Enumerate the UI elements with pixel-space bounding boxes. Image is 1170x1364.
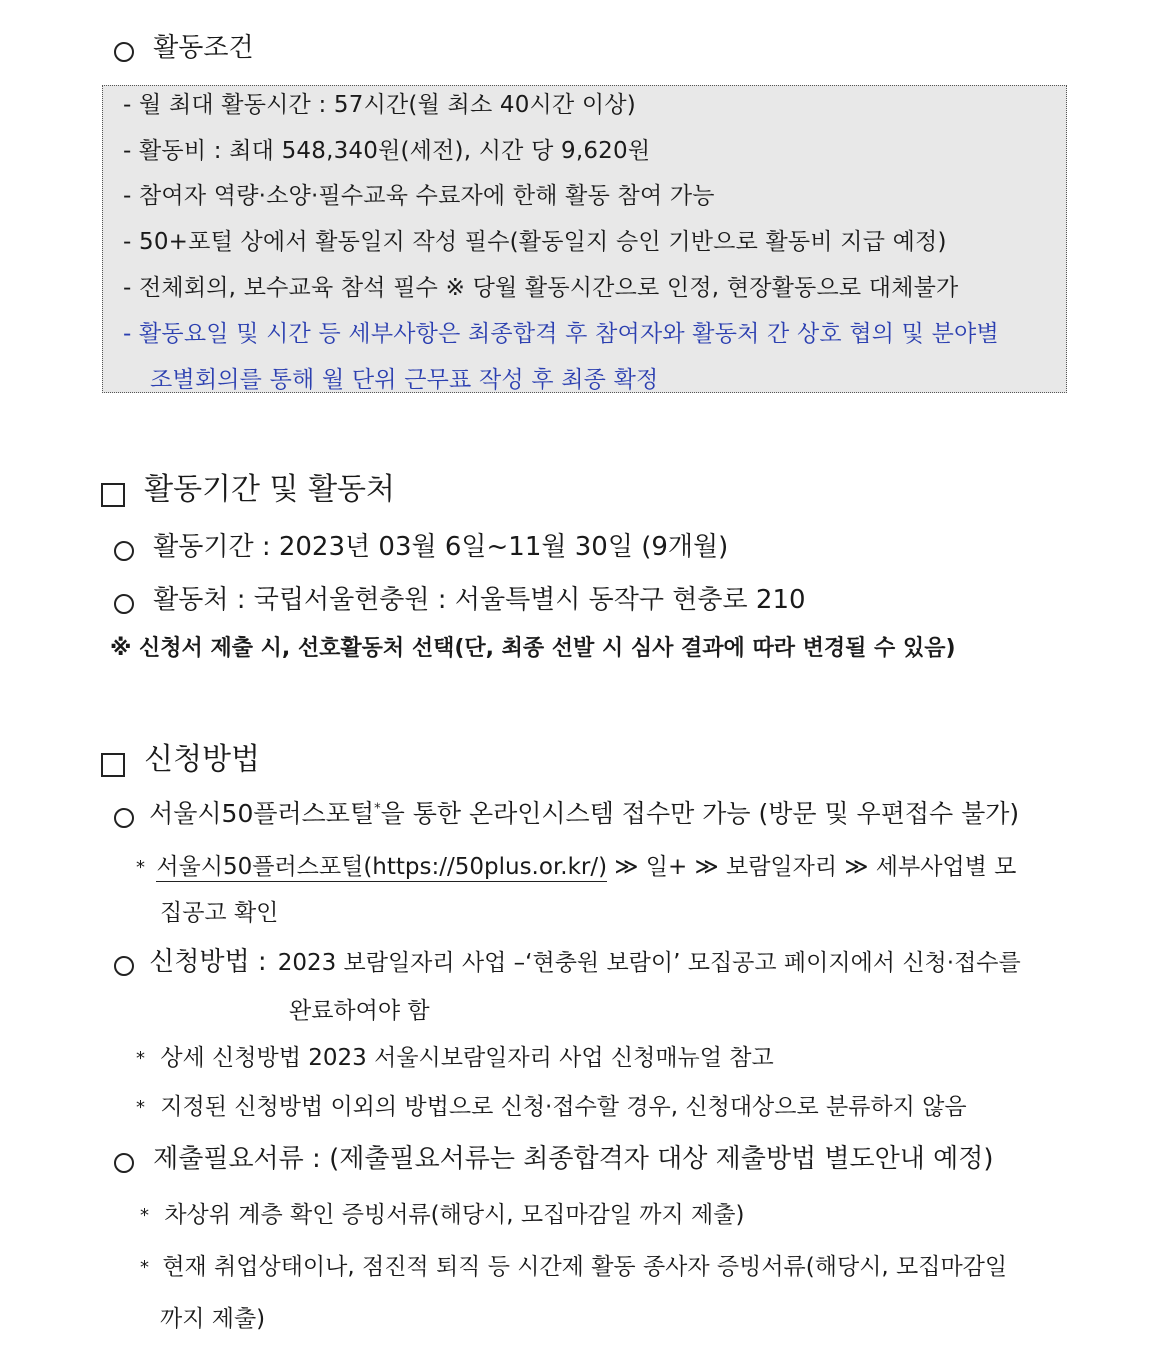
condition-item-highlight: - 활동요일 및 시간 등 세부사항은 최종합격 후 참여자와 활동처 간 상호 협의 및 분야별 <box>123 321 999 347</box>
apply-section-heading <box>101 734 260 778</box>
online-text: 서울시50플러스포털*을 통한 온라인시스템 접수만 가능 (방문 및 우편접수 불가) <box>149 799 1020 828</box>
circle-bullet-icon <box>114 1153 134 1173</box>
portal-link[interactable]: 서울시50플러스포털(https://50plus.or.kr/) <box>156 854 608 880</box>
star-bullet: * <box>136 857 145 878</box>
portal-row <box>136 848 1016 881</box>
apply-section-title: 신청방법 <box>144 742 261 777</box>
period-section-heading <box>101 464 395 508</box>
docs-row <box>114 1138 993 1175</box>
condition-item-highlight-cont: 조별회의를 통해 월 단위 근무표 작성 후 최종 확정 <box>150 367 659 393</box>
conditions-heading <box>114 27 254 64</box>
docs-note-1: * 차상위 계층 확인 증빙서류(해당시, 모집마감일 까지 제출) <box>140 1202 745 1228</box>
place-text: 활동처 : 국립서울현충원 : 서울특별시 동작구 현충로 210 <box>153 585 806 615</box>
square-bullet-icon <box>101 483 125 507</box>
method-note-2: * 지정된 신청방법 이외의 방법으로 신청·접수할 경우, 신청대상으로 분류하지 않음 <box>136 1094 967 1120</box>
period-row <box>114 526 728 563</box>
docs-note-2-cont: 까지 제출) <box>160 1306 266 1332</box>
docs-note-2: * 현재 취업상태이나, 점진적 퇴직 등 시간제 활동 종사자 증빙서류(해당시, 모집마감일 <box>140 1254 1008 1280</box>
portal-path: ≫ 일+ ≫ 보람일자리 ≫ 세부사업별 모 <box>607 854 1017 880</box>
place-row <box>114 579 806 616</box>
method-note-1: * 상세 신청방법 2023 서울시보람일자리 사업 신청매뉴얼 참고 <box>136 1045 774 1071</box>
star-bullet: * <box>136 1097 145 1118</box>
condition-item: - 50+포털 상에서 활동일지 작성 필수(활동일지 승인 기반으로 활동비 지급 예정) <box>123 229 947 255</box>
square-bullet-icon <box>101 753 125 777</box>
condition-item: - 전체회의, 보수교육 참석 필수 ※ 당월 활동시간으로 인정, 현장활동으로 대체불가 <box>123 275 959 301</box>
docs-text: 제출필요서류 : (제출필요서류는 최종합격자 대상 제출방법 별도안내 예정) <box>153 1144 994 1174</box>
period-section-title: 활동기간 및 활동처 <box>144 472 396 507</box>
method-text-cont: 완료하여야 함 <box>289 998 430 1024</box>
star-bullet: * <box>136 1048 145 1069</box>
place-note: ※ 신청서 제출 시, 선호활동처 선택(단, 최종 선발 시 심사 결과에 따라 변경될 수 있음) <box>110 636 956 661</box>
method-row <box>114 941 1021 978</box>
portal-row-cont: 집공고 확인 <box>160 900 279 926</box>
circle-bullet-icon <box>114 594 134 614</box>
method-text: 2023 보람일자리 사업 –‘현충원 보람이’ 모집공고 페이지에서 신청·접수를 <box>277 950 1021 976</box>
circle-bullet-icon <box>114 541 134 561</box>
circle-bullet-icon <box>114 956 134 976</box>
circle-bullet-icon <box>114 808 134 828</box>
condition-item: - 활동비 : 최대 548,340원(세전), 시간 당 9,620원 <box>123 138 651 164</box>
online-row <box>114 794 1019 830</box>
circle-bullet-icon <box>114 42 134 62</box>
condition-item: - 참여자 역량·소양·필수교육 수료자에 한해 활동 참여 가능 <box>123 183 715 209</box>
conditions-title: 활동조건 <box>153 33 254 63</box>
star-bullet: * <box>140 1257 149 1278</box>
method-label: 신청방법 : <box>149 947 267 977</box>
condition-item: - 월 최대 활동시간 : 57시간(월 최소 40시간 이상) <box>123 92 636 118</box>
star-bullet: * <box>140 1205 149 1226</box>
period-text: 활동기간 : 2023년 03월 6일~11월 30일 (9개월) <box>153 532 729 562</box>
